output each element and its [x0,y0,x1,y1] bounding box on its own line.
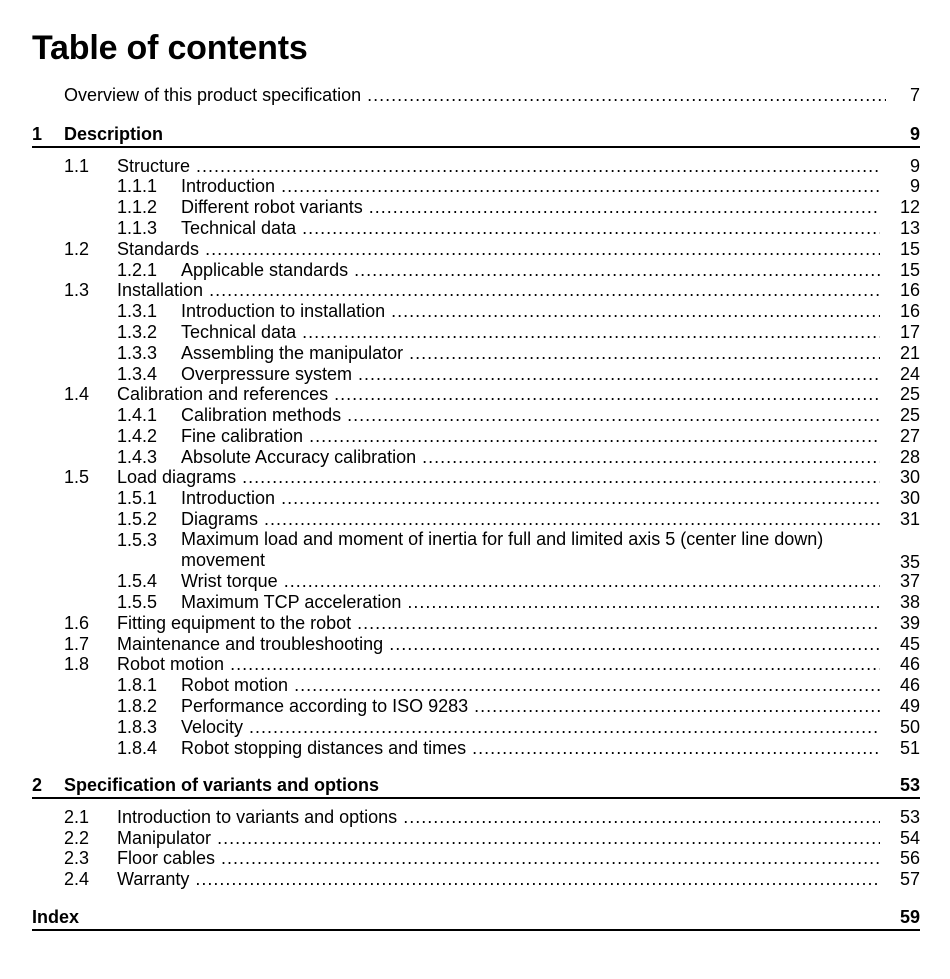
subsection-title: Different robot variants ..... [181,196,880,218]
toc-chapter-2[interactable] [0,774,950,796]
toc-section-2-2[interactable] [0,827,950,849]
toc-entry-title: Overview of this product specification ..... [64,84,886,106]
toc-subsection-1-1-1[interactable] [0,175,950,197]
subsection-title: Applicable standards ..... [181,259,880,281]
subsection-page: 46 [899,675,920,695]
subsection-page: 16 [899,301,920,321]
subsection-number: 1.5.4 [117,571,158,591]
section-page: 57 [899,869,920,889]
toc-section-1-2[interactable] [0,238,950,260]
toc-section-1-8[interactable] [0,653,950,675]
section-number: 2.2 [64,828,90,848]
toc-subsection-1-4-2[interactable] [0,425,950,447]
toc-section-1-4[interactable] [0,383,950,405]
section-number: 1.2 [64,239,90,259]
toc-subsection-1-3-2[interactable] [0,321,950,343]
toc-subsection-1-5-2[interactable] [0,508,950,530]
index-page: 59 [899,907,920,927]
section-page: 53 [899,807,920,827]
subsection-page: 13 [899,218,920,238]
section-title: Fitting equipment to the robot ..... [117,612,880,634]
subsection-title: Introduction ..... [181,487,880,509]
toc-section-1-7[interactable] [0,633,950,655]
section-number: 1.6 [64,613,90,633]
subsection-number: 1.8.3 [117,717,158,737]
subsection-page: 37 [899,571,920,591]
subsection-title: Performance according to ISO 9283 ..... [181,695,880,717]
section-number: 2.1 [64,807,90,827]
subsection-page: 51 [899,738,920,758]
subsection-title: Robot motion ..... [181,674,880,696]
toc-subsection-1-5-1[interactable] [0,487,950,509]
subsection-number: 1.8.1 [117,675,158,695]
toc-subsection-1-5-4[interactable] [0,570,950,592]
index-rule [32,929,920,931]
section-page: 54 [899,828,920,848]
page-title: Table of contents [32,29,308,67]
toc-entry-overview[interactable] [0,84,950,106]
section-title: Load diagrams ..... [117,466,880,488]
toc-subsection-1-8-4[interactable] [0,737,950,759]
section-page: 15 [899,239,920,259]
subsection-number: 1.5.3 [117,530,158,550]
section-page: 16 [899,280,920,300]
subsection-page: 35 [899,552,920,572]
section-page: 9 [909,156,920,176]
section-page: 30 [899,467,920,487]
chapter-title: Description [64,124,164,144]
subsection-title: Maximum load and moment of inertia for full and limited axis 5 (center line down) movement [181,529,824,570]
toc-section-2-4[interactable] [0,868,950,890]
toc-index[interactable] [0,906,950,928]
subsection-title: Technical data ..... [181,217,880,239]
subsection-title: Diagrams ..... [181,508,880,530]
toc-subsection-1-5-3[interactable] [0,529,950,573]
section-number: 2.3 [64,848,90,868]
toc-subsection-1-8-3[interactable] [0,716,950,738]
toc-subsection-1-3-1[interactable] [0,300,950,322]
section-title: Introduction to variants and options ..... [117,806,880,828]
subsection-number: 1.5.1 [117,488,158,508]
section-title: Robot motion ..... [117,653,880,675]
toc-subsection-1-5-5[interactable] [0,591,950,613]
index-title: Index [32,907,80,927]
toc-section-1-3[interactable] [0,279,950,301]
toc-subsection-1-1-3[interactable] [0,217,950,239]
subsection-number: 1.4.2 [117,426,158,446]
subsection-page: 38 [899,592,920,612]
subsection-page: 9 [909,176,920,196]
chapter-page: 9 [909,124,920,144]
subsection-page: 25 [899,405,920,425]
subsection-title: Introduction ..... [181,175,880,197]
section-number: 1.7 [64,634,90,654]
toc-section-1-1[interactable] [0,155,950,177]
toc-entry-page: 7 [909,85,920,105]
subsection-title: Introduction to installation ..... [181,300,880,322]
subsection-page: 49 [899,696,920,716]
toc-section-1-6[interactable] [0,612,950,634]
subsection-title: Velocity ..... [181,716,880,738]
toc-subsection-1-8-1[interactable] [0,674,950,696]
section-page: 25 [899,384,920,404]
subsection-page: 15 [899,260,920,280]
subsection-title: Wrist torque ..... [181,570,880,592]
section-page: 46 [899,654,920,674]
section-title: Maintenance and troubleshooting ..... [117,633,880,655]
section-number: 1.5 [64,467,90,487]
subsection-title: Fine calibration ..... [181,425,880,447]
subsection-title: Absolute Accuracy calibration ..... [181,446,880,468]
subsection-number: 1.1.1 [117,176,158,196]
toc-chapter-1[interactable] [0,123,950,145]
toc-subsection-1-4-3[interactable] [0,446,950,468]
toc-section-2-1[interactable] [0,806,950,828]
chapter-title: Specification of variants and options [64,775,380,795]
toc-subsection-1-3-3[interactable] [0,342,950,364]
toc-section-2-3[interactable] [0,847,950,869]
subsection-page: 17 [899,322,920,342]
chapter-rule [32,797,920,799]
subsection-title: Robot stopping distances and times ..... [181,737,880,759]
section-page: 56 [899,848,920,868]
section-title: Warranty ..... [117,868,880,890]
chapter-page: 53 [899,775,920,795]
subsection-page: 12 [899,197,920,217]
subsection-page: 24 [899,364,920,384]
subsection-page: 21 [899,343,920,363]
subsection-number: 1.4.3 [117,447,158,467]
toc-subsection-1-4-1[interactable] [0,404,950,426]
section-number: 2.4 [64,869,90,889]
subsection-title: Assembling the manipulator ..... [181,342,880,364]
section-number: 1.3 [64,280,90,300]
toc-subsection-1-1-2[interactable] [0,196,950,218]
section-number: 1.8 [64,654,90,674]
subsection-title: Calibration methods ..... [181,404,880,426]
subsection-number: 1.3.3 [117,343,158,363]
section-title: Standards ..... [117,238,880,260]
chapter-rule [32,146,920,148]
toc-subsection-1-8-2[interactable] [0,695,950,717]
subsection-number: 1.3.2 [117,322,158,342]
subsection-number: 1.4.1 [117,405,158,425]
section-number: 1.1 [64,156,90,176]
section-title: Calibration and references ..... [117,383,880,405]
subsection-title: Technical data ..... [181,321,880,343]
subsection-title: Maximum TCP acceleration ..... [181,591,880,613]
chapter-number: 2 [32,775,43,795]
section-title: Manipulator ..... [117,827,880,849]
section-title: Floor cables ..... [117,847,880,869]
subsection-number: 1.8.4 [117,738,158,758]
section-number: 1.4 [64,384,90,404]
chapter-number: 1 [32,124,43,144]
toc-section-1-5[interactable] [0,466,950,488]
subsection-number: 1.8.2 [117,696,158,716]
subsection-number: 1.1.2 [117,197,158,217]
toc-subsection-1-2-1[interactable] [0,259,950,281]
subsection-number: 1.5.5 [117,592,158,612]
section-title: Installation ..... [117,279,880,301]
subsection-number: 1.5.2 [117,509,158,529]
subsection-page: 50 [899,717,920,737]
subsection-number: 1.3.1 [117,301,158,321]
subsection-page: 28 [899,447,920,467]
subsection-title: Overpressure system ..... [181,363,880,385]
subsection-page: 30 [899,488,920,508]
subsection-page: 27 [899,426,920,446]
subsection-number: 1.2.1 [117,260,158,280]
toc-subsection-1-3-4[interactable] [0,363,950,385]
section-page: 39 [899,613,920,633]
section-title: Structure ..... [117,155,880,177]
subsection-page: 31 [899,509,920,529]
subsection-number: 1.3.4 [117,364,158,384]
section-page: 45 [899,634,920,654]
subsection-number: 1.1.3 [117,218,158,238]
